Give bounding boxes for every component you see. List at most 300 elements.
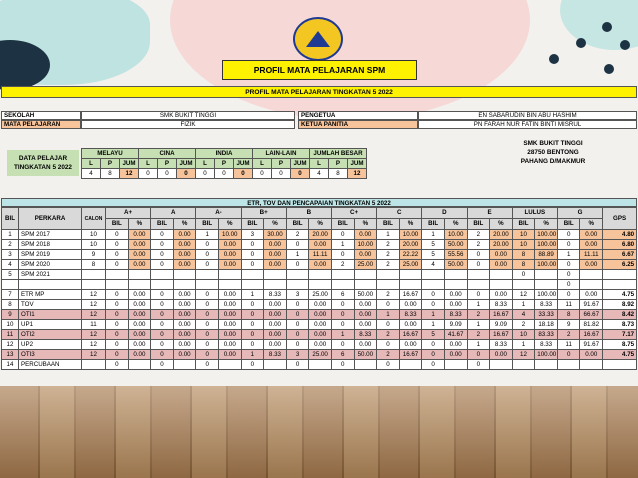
row-value: 0.00 bbox=[128, 350, 151, 360]
grade-header: LULUS bbox=[512, 208, 557, 219]
row-value: 0 bbox=[106, 320, 129, 330]
row-value bbox=[128, 270, 151, 280]
sekolah-label: SEKOLAH bbox=[1, 111, 81, 120]
row-value: 11 bbox=[557, 300, 580, 310]
row-name: SPM 2017 bbox=[19, 230, 82, 240]
grade-header: C bbox=[377, 208, 422, 219]
row-gps: 8.75 bbox=[603, 340, 637, 350]
row-value: 0.00 bbox=[264, 310, 287, 320]
row-value: 100.00 bbox=[535, 290, 558, 300]
row-value: 0 bbox=[512, 270, 535, 280]
row-value: 91.67 bbox=[580, 340, 603, 350]
row-gps: 4.75 bbox=[603, 350, 637, 360]
table-row bbox=[2, 240, 637, 250]
row-value: 0.00 bbox=[354, 300, 377, 310]
row-value: 16.67 bbox=[580, 330, 603, 340]
row-value: 10 bbox=[512, 330, 535, 340]
dot bbox=[549, 54, 559, 64]
row-value: 0.00 bbox=[354, 340, 377, 350]
row-value: 0.00 bbox=[490, 290, 513, 300]
sub-bil: BIL bbox=[557, 219, 580, 230]
row-value: 5 bbox=[422, 330, 445, 340]
student-count-table bbox=[81, 148, 367, 179]
sub-pct: % bbox=[444, 219, 467, 230]
row-value: 0.00 bbox=[264, 330, 287, 340]
group-header: JUMLAH BESAR bbox=[310, 149, 367, 159]
row-value: 0.00 bbox=[128, 290, 151, 300]
row-value bbox=[128, 280, 151, 290]
row-value: 0.00 bbox=[264, 300, 287, 310]
row-value: 50.00 bbox=[354, 290, 377, 300]
row-gps: 8.92 bbox=[603, 300, 637, 310]
sub-bil: BIL bbox=[331, 219, 354, 230]
etr-title: ETR, TOV DAN PENCAPAIAN TINGKATAN 5 2022 bbox=[1, 198, 637, 207]
ketua-label: KETUA PANITIA bbox=[298, 120, 418, 129]
row-value: 0.00 bbox=[264, 260, 287, 270]
dot bbox=[604, 64, 614, 74]
row-value: 0.00 bbox=[173, 250, 196, 260]
table-row bbox=[2, 330, 637, 340]
row-value: 2 bbox=[331, 260, 354, 270]
sub-pct: % bbox=[128, 219, 151, 230]
row-value: 18.18 bbox=[535, 320, 558, 330]
row-value: 0.00 bbox=[218, 320, 241, 330]
row-value: 0.00 bbox=[309, 310, 332, 320]
sub-pct: % bbox=[264, 219, 287, 230]
row-value: 0.00 bbox=[490, 350, 513, 360]
sub-header: L bbox=[253, 159, 272, 169]
row-bil: 3 bbox=[2, 250, 19, 260]
row-value bbox=[557, 360, 580, 370]
row-value: 0 bbox=[557, 350, 580, 360]
row-value bbox=[444, 270, 467, 280]
row-value: 0.00 bbox=[218, 250, 241, 260]
row-value bbox=[535, 360, 558, 370]
row-value: 0 bbox=[106, 330, 129, 340]
row-value: 0.00 bbox=[218, 300, 241, 310]
sub-bil: BIL bbox=[512, 219, 535, 230]
row-value: 0.00 bbox=[490, 260, 513, 270]
row-value: 0.00 bbox=[264, 340, 287, 350]
row-value: 10 bbox=[512, 230, 535, 240]
row-value: 0 bbox=[196, 340, 219, 350]
row-value: 0.00 bbox=[173, 350, 196, 360]
row-value: 0.00 bbox=[218, 240, 241, 250]
col-calon: CALON bbox=[82, 208, 106, 230]
row-value: 0 bbox=[196, 330, 219, 340]
table-row bbox=[2, 350, 637, 360]
row-value: 2 bbox=[467, 330, 490, 340]
table-row bbox=[2, 320, 637, 330]
sub-header: P bbox=[272, 159, 291, 169]
pengetua-value: EN SABARUDIN BIN ABU HASHIM bbox=[418, 111, 637, 120]
count-cell: 0 bbox=[291, 169, 310, 179]
sub-header: JUM bbox=[234, 159, 253, 169]
row-value: 0 bbox=[557, 280, 580, 290]
row-value: 8.33 bbox=[535, 300, 558, 310]
row-value: 6 bbox=[331, 350, 354, 360]
row-bil: 10 bbox=[2, 320, 19, 330]
address-line: SMK BUKIT TINGGI bbox=[523, 140, 583, 147]
row-bil: 9 bbox=[2, 310, 19, 320]
row-value: 2 bbox=[512, 320, 535, 330]
row-gps bbox=[603, 280, 637, 290]
row-name: OTI2 bbox=[19, 330, 82, 340]
sub-header: P bbox=[329, 159, 348, 169]
row-value: 0 bbox=[196, 260, 219, 270]
row-value bbox=[535, 280, 558, 290]
address-line: PAHANG D/MAKMUR bbox=[520, 158, 586, 165]
row-value: 16.67 bbox=[399, 290, 422, 300]
row-value: 5 bbox=[422, 250, 445, 260]
row-value: 10.00 bbox=[354, 240, 377, 250]
table-row bbox=[2, 280, 637, 290]
row-value: 0.00 bbox=[580, 230, 603, 240]
count-cell: 0 bbox=[215, 169, 234, 179]
row-value: 3 bbox=[286, 350, 309, 360]
row-value: 8 bbox=[512, 250, 535, 260]
profile-subtitle: PROFIL MATA PELAJARAN TINGKATAN 5 2022 bbox=[1, 86, 637, 98]
row-value bbox=[354, 280, 377, 290]
row-value bbox=[512, 280, 535, 290]
sekolah-value: SMK BUKIT TINGGI bbox=[81, 111, 295, 120]
row-value: 0 bbox=[422, 290, 445, 300]
table-row bbox=[2, 340, 637, 350]
row-value: 0.00 bbox=[580, 240, 603, 250]
row-value: 0.00 bbox=[173, 320, 196, 330]
row-value: 5 bbox=[422, 240, 445, 250]
row-value: 0 bbox=[151, 250, 174, 260]
row-calon bbox=[82, 270, 106, 280]
row-value: 0.00 bbox=[173, 330, 196, 340]
row-gps: 4.75 bbox=[603, 290, 637, 300]
row-gps: 6.67 bbox=[603, 250, 637, 260]
row-value: 0 bbox=[241, 330, 264, 340]
row-value: 0 bbox=[331, 230, 354, 240]
row-value: 0.00 bbox=[218, 260, 241, 270]
row-value bbox=[264, 280, 287, 290]
mapel-value: FIZIK bbox=[81, 120, 295, 129]
sub-pct: % bbox=[173, 219, 196, 230]
row-value: 1 bbox=[286, 250, 309, 260]
row-value: 11 bbox=[557, 340, 580, 350]
sub-header: P bbox=[215, 159, 234, 169]
table-row bbox=[2, 360, 637, 370]
row-value bbox=[241, 280, 264, 290]
table-row bbox=[2, 300, 637, 310]
row-value: 0.00 bbox=[128, 230, 151, 240]
col-bil: BIL bbox=[2, 208, 19, 230]
row-gps: 4.80 bbox=[603, 230, 637, 240]
row-name: SPM 2020 bbox=[19, 260, 82, 270]
row-value: 8.33 bbox=[444, 310, 467, 320]
group-header: MELAYU bbox=[82, 149, 139, 159]
row-value: 0 bbox=[422, 300, 445, 310]
row-value bbox=[309, 360, 332, 370]
row-value: 0 bbox=[422, 360, 445, 370]
row-value: 0.00 bbox=[264, 250, 287, 260]
etr-table bbox=[1, 207, 637, 370]
row-value: 0 bbox=[377, 360, 400, 370]
row-value: 0 bbox=[331, 300, 354, 310]
row-calon: 12 bbox=[82, 350, 106, 360]
row-value: 0.00 bbox=[444, 350, 467, 360]
ketua-value: PN FARAH NUR FATIN BINTI MISRUL bbox=[418, 120, 637, 129]
row-value: 0.00 bbox=[128, 340, 151, 350]
row-value: 0 bbox=[106, 310, 129, 320]
row-value: 0.00 bbox=[128, 320, 151, 330]
row-value: 0.00 bbox=[264, 320, 287, 330]
row-value bbox=[580, 280, 603, 290]
count-cell: 8 bbox=[101, 169, 120, 179]
row-value bbox=[151, 280, 174, 290]
row-value bbox=[580, 270, 603, 280]
row-value: 2 bbox=[286, 230, 309, 240]
row-value: 0.00 bbox=[218, 310, 241, 320]
row-value bbox=[580, 360, 603, 370]
row-value: 83.33 bbox=[535, 330, 558, 340]
school-logo bbox=[293, 17, 343, 61]
row-value: 0.00 bbox=[309, 330, 332, 340]
row-value bbox=[173, 280, 196, 290]
row-name bbox=[19, 280, 82, 290]
row-value: 0 bbox=[106, 250, 129, 260]
row-bil: 8 bbox=[2, 300, 19, 310]
row-value: 0 bbox=[422, 350, 445, 360]
row-value: 8.33 bbox=[264, 290, 287, 300]
row-value: 0 bbox=[331, 340, 354, 350]
sub-header: L bbox=[196, 159, 215, 169]
sub-header: P bbox=[101, 159, 120, 169]
row-value: 1 bbox=[467, 300, 490, 310]
row-value: 25.00 bbox=[309, 290, 332, 300]
count-cell: 0 bbox=[234, 169, 253, 179]
row-value: 0 bbox=[196, 250, 219, 260]
row-value bbox=[377, 270, 400, 280]
row-value bbox=[399, 270, 422, 280]
row-value: 0.00 bbox=[399, 340, 422, 350]
row-value: 100.00 bbox=[535, 230, 558, 240]
row-value: 0.00 bbox=[173, 340, 196, 350]
row-bil: 2 bbox=[2, 240, 19, 250]
row-value: 0 bbox=[286, 360, 309, 370]
row-value bbox=[377, 280, 400, 290]
row-value: 0 bbox=[196, 290, 219, 300]
row-value: 0.00 bbox=[173, 290, 196, 300]
row-value: 1 bbox=[377, 310, 400, 320]
row-value: 2 bbox=[377, 240, 400, 250]
sub-header: L bbox=[310, 159, 329, 169]
row-value: 0 bbox=[286, 310, 309, 320]
row-value: 4 bbox=[512, 310, 535, 320]
row-value: 0 bbox=[467, 360, 490, 370]
grade-header: A+ bbox=[106, 208, 151, 219]
row-value: 0 bbox=[106, 340, 129, 350]
row-name: PERCUBAAN bbox=[19, 360, 82, 370]
row-value bbox=[422, 270, 445, 280]
row-value: 8.33 bbox=[490, 340, 513, 350]
row-value bbox=[490, 360, 513, 370]
row-value: 0.00 bbox=[128, 310, 151, 320]
row-value: 0.00 bbox=[444, 290, 467, 300]
row-value: 0.00 bbox=[490, 250, 513, 260]
table-row bbox=[2, 230, 637, 240]
count-cell: 12 bbox=[120, 169, 139, 179]
row-value: 0.00 bbox=[309, 260, 332, 270]
row-value: 0.00 bbox=[218, 330, 241, 340]
row-value: 1 bbox=[241, 290, 264, 300]
row-value: 0.00 bbox=[309, 320, 332, 330]
row-value: 0.00 bbox=[173, 230, 196, 240]
table-row bbox=[2, 310, 637, 320]
mapel-label: MATA PELAJARAN bbox=[1, 120, 81, 129]
row-bil: 11 bbox=[2, 330, 19, 340]
row-value: 8.33 bbox=[354, 330, 377, 340]
row-calon: 10 bbox=[82, 240, 106, 250]
row-value: 1 bbox=[241, 350, 264, 360]
row-value: 0.00 bbox=[218, 350, 241, 360]
row-value: 0 bbox=[196, 240, 219, 250]
row-value: 0 bbox=[151, 300, 174, 310]
row-value: 1 bbox=[467, 340, 490, 350]
sub-bil: BIL bbox=[377, 219, 400, 230]
row-value: 0 bbox=[196, 350, 219, 360]
row-value: 0 bbox=[151, 290, 174, 300]
row-calon bbox=[82, 360, 106, 370]
school-address bbox=[488, 139, 618, 166]
group-header: INDIA bbox=[196, 149, 253, 159]
row-value: 100.00 bbox=[535, 260, 558, 270]
row-value: 1 bbox=[331, 240, 354, 250]
row-value: 50.00 bbox=[354, 350, 377, 360]
grade-header: A bbox=[151, 208, 196, 219]
row-value: 0.00 bbox=[173, 240, 196, 250]
row-value: 0 bbox=[241, 360, 264, 370]
row-value bbox=[218, 270, 241, 280]
table-row bbox=[2, 290, 637, 300]
count-cell: 0 bbox=[177, 169, 196, 179]
row-value bbox=[106, 270, 129, 280]
row-value: 100.00 bbox=[535, 350, 558, 360]
row-bil bbox=[2, 280, 19, 290]
row-name: UP2 bbox=[19, 340, 82, 350]
row-value: 50.00 bbox=[444, 260, 467, 270]
wood-floor bbox=[0, 386, 638, 478]
row-value bbox=[309, 270, 332, 280]
row-value: 1 bbox=[467, 320, 490, 330]
table-row bbox=[2, 260, 637, 270]
row-value: 0 bbox=[557, 260, 580, 270]
row-value: 0 bbox=[106, 300, 129, 310]
count-cell: 0 bbox=[158, 169, 177, 179]
row-value: 0 bbox=[241, 320, 264, 330]
row-bil: 5 bbox=[2, 270, 19, 280]
row-gps: 8.73 bbox=[603, 320, 637, 330]
row-value: 2 bbox=[557, 330, 580, 340]
row-value: 0 bbox=[151, 240, 174, 250]
row-value: 0.00 bbox=[173, 300, 196, 310]
row-value: 0 bbox=[331, 320, 354, 330]
row-value bbox=[331, 280, 354, 290]
row-value: 1 bbox=[512, 300, 535, 310]
row-value: 10.00 bbox=[444, 230, 467, 240]
row-value: 0 bbox=[241, 310, 264, 320]
row-value: 16.67 bbox=[399, 350, 422, 360]
row-value: 1 bbox=[196, 230, 219, 240]
row-value: 0.00 bbox=[309, 300, 332, 310]
row-value: 0 bbox=[557, 240, 580, 250]
row-calon: 11 bbox=[82, 320, 106, 330]
row-value: 3 bbox=[286, 290, 309, 300]
count-cell: 0 bbox=[253, 169, 272, 179]
row-value: 0.00 bbox=[444, 340, 467, 350]
row-value: 41.67 bbox=[444, 330, 467, 340]
row-calon bbox=[82, 280, 106, 290]
row-value: 0 bbox=[196, 320, 219, 330]
row-value: 0.00 bbox=[580, 350, 603, 360]
row-value: 12 bbox=[512, 350, 535, 360]
row-value: 12 bbox=[512, 290, 535, 300]
row-value bbox=[467, 270, 490, 280]
row-value bbox=[241, 270, 264, 280]
row-value: 0 bbox=[331, 250, 354, 260]
row-value: 55.56 bbox=[444, 250, 467, 260]
row-value: 1 bbox=[557, 250, 580, 260]
row-value: 2 bbox=[377, 350, 400, 360]
row-value: 0 bbox=[151, 350, 174, 360]
row-value: 0.00 bbox=[218, 290, 241, 300]
row-value: 91.67 bbox=[580, 300, 603, 310]
row-value: 0.00 bbox=[354, 230, 377, 240]
row-value bbox=[196, 280, 219, 290]
row-value bbox=[399, 360, 422, 370]
sub-bil: BIL bbox=[422, 219, 445, 230]
row-calon: 12 bbox=[82, 330, 106, 340]
grade-header: D bbox=[422, 208, 467, 219]
sub-bil: BIL bbox=[151, 219, 174, 230]
row-value: 0 bbox=[422, 340, 445, 350]
row-value: 0 bbox=[467, 260, 490, 270]
row-value: 2 bbox=[467, 230, 490, 240]
row-value: 16.67 bbox=[399, 330, 422, 340]
row-calon: 12 bbox=[82, 290, 106, 300]
grade-header: B bbox=[286, 208, 331, 219]
row-value bbox=[264, 270, 287, 280]
row-value: 1 bbox=[422, 230, 445, 240]
row-value: 4 bbox=[422, 260, 445, 270]
row-value: 8.33 bbox=[264, 350, 287, 360]
row-value: 0 bbox=[151, 330, 174, 340]
row-value: 9 bbox=[557, 320, 580, 330]
row-value: 0.00 bbox=[354, 250, 377, 260]
row-name: SPM 2021 bbox=[19, 270, 82, 280]
row-name: TOV bbox=[19, 300, 82, 310]
row-value: 16.67 bbox=[490, 330, 513, 340]
row-value: 0 bbox=[106, 230, 129, 240]
row-value bbox=[444, 360, 467, 370]
row-value: 8 bbox=[557, 310, 580, 320]
row-value: 20.00 bbox=[399, 240, 422, 250]
row-value bbox=[286, 280, 309, 290]
row-value: 88.89 bbox=[535, 250, 558, 260]
row-value: 8 bbox=[512, 260, 535, 270]
row-value: 66.67 bbox=[580, 310, 603, 320]
row-value bbox=[264, 360, 287, 370]
row-value bbox=[173, 270, 196, 280]
row-value: 0 bbox=[151, 320, 174, 330]
table-row bbox=[2, 250, 637, 260]
row-value: 0.00 bbox=[128, 250, 151, 260]
